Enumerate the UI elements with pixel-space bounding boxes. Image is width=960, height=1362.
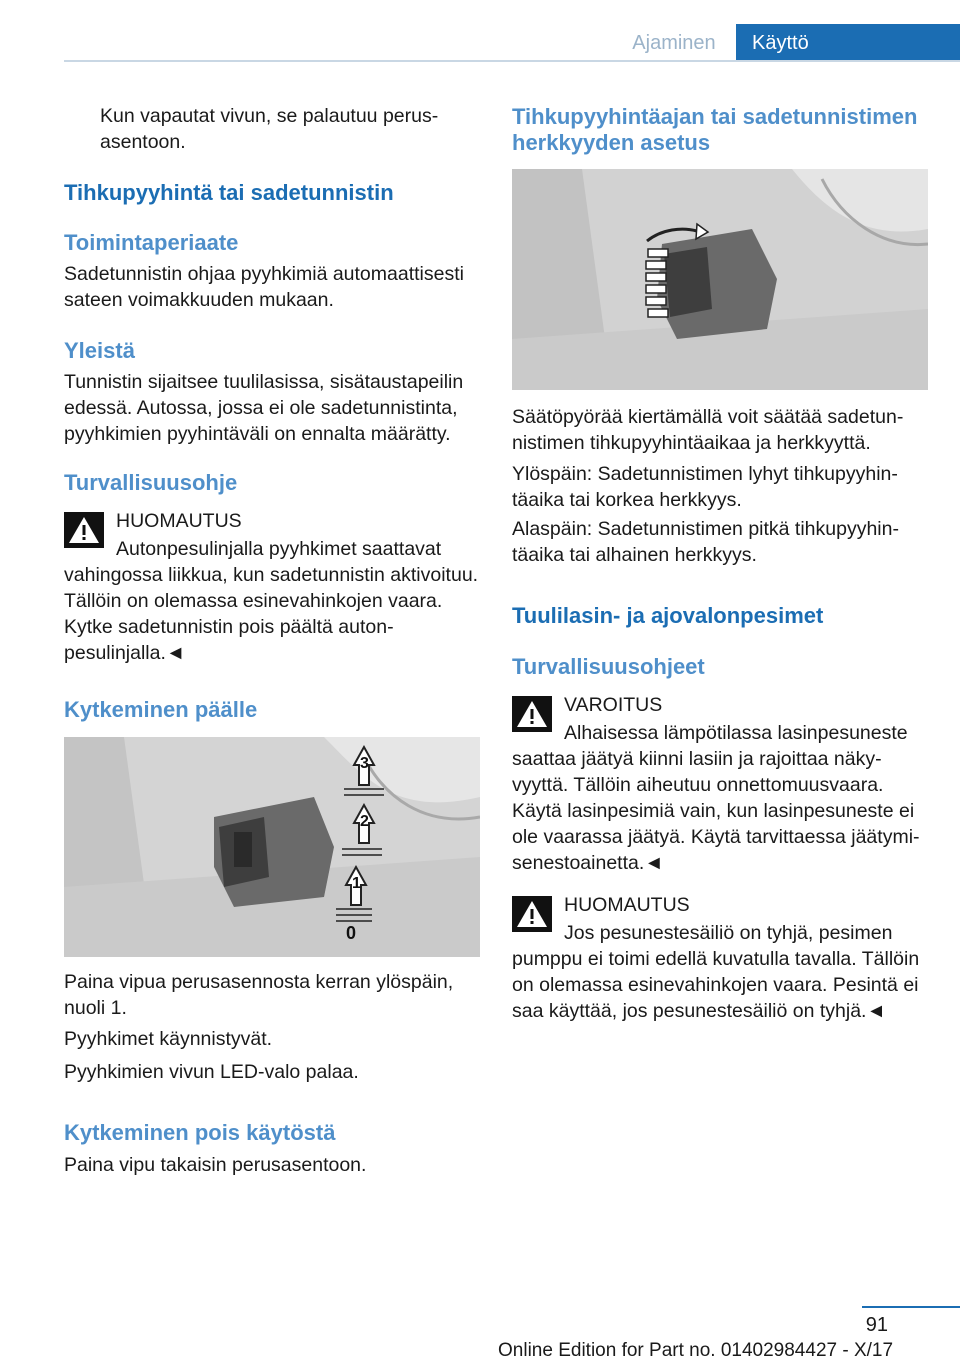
on-text-1: Paina vipua perusasennosta kerran ylöspäin, nuoli 1. [64, 971, 454, 1019]
safety-title-right: Turvallisuusohjeet [512, 654, 705, 679]
header-divider [64, 60, 960, 62]
page-number: 91 [865, 1314, 888, 1336]
on-title: Kytkeminen päälle [64, 697, 258, 722]
warning-text: Autonpesulinjalla pyyhkimet saattavat vahingossa liikkua, kun sadetunnistin aktivoituu. Tällöin on olemassa esinevahinkojen vaara. Kytke sadetunnistin pois päältä autonpesulinjalla.◄ [64, 538, 479, 664]
on-text-2: Pyyhkimet käynnistyvät. [64, 1028, 273, 1050]
principle-title: Toimintaperiaate [64, 230, 239, 255]
warning-text: Jos pesunestesäiliö on tyhjä, pesimen pumppu ei toimi edellä kuvatulla tavalla. Tällöin on olemassa esinevahinkojen vaara. Pesintä ei saa käyttää, jos pesunestesäiliö on tyhjä.◄ [512, 922, 920, 1022]
tab-ajaminen[interactable]: Ajaminen [632, 31, 716, 54]
sensitivity-title: Tihkupyyhintäajan tai sadetunnistimen herkkyyden asetus [512, 104, 918, 155]
sensitivity-text-3: Alaspäin: Sadetunnistimen pitkä tihkupyyhintäaika tai alhainen herkkyys. [512, 518, 899, 566]
general-title: Yleistä [64, 338, 135, 363]
figure-label-1: 1 [352, 875, 361, 892]
wiper-lever-figure [64, 737, 480, 957]
figure-label-2: 2 [360, 813, 369, 830]
warning-text: Alhaisessa lämpötilassa lasinpesuneste saattaa jäätyä kiinni lasiin ja rajoittaa näkyvyyttä. Tällöin aiheutuu onnettomuusvaara. Käytä lasinpesimiä vain, kun lasinpesuneste ei ole vaarassa jäätyä. Käytä tarvittaessa jäätymisenestoainetta.◄ [512, 722, 920, 874]
thumbwheel-figure [512, 169, 928, 390]
warning-label: VAROITUS [564, 694, 663, 716]
figure-label-0: 0 [346, 923, 357, 943]
figure-label-3: 3 [360, 755, 369, 772]
safety-title: Turvallisuusohje [64, 470, 238, 495]
principle-text: Sadetunnistin ohjaa pyyhkimiä automaattisesti sateen voimakkuuden mukaan. [64, 263, 464, 311]
footer-divider [862, 1306, 960, 1308]
edition-text: Online Edition for Part no. 01402984427 - X/17 [498, 1340, 894, 1361]
off-title: Kytkeminen pois käytöstä [64, 1120, 336, 1145]
on-text-3: Pyyhkimien vivun LED-valo palaa. [64, 1061, 359, 1083]
general-text: Tunnistin sijaitsee tuulilasissa, sisätaustapeilin edessä. Autossa, jossa ei ole sadetunnistinta, pyyhkimien pyyhintäväli on ennalta määrätty. [64, 371, 464, 445]
warning-label: HUOMAUTUS [116, 510, 242, 532]
sensitivity-text-1: Säätöpyörää kiertämällä voit säätää sadetunnistimen tihkupyyhintäaikaa ja herkkyyttä. [512, 406, 904, 454]
washer-title: Tuulilasin- ja ajovalonpesimet [512, 603, 824, 628]
warning-label: HUOMAUTUS [564, 894, 690, 916]
sensitivity-text-2: Ylöspäin: Sadetunnistimen lyhyt tihkupyyhintäaika tai korkea herkkyys. [512, 463, 898, 511]
intro-text: Kun vapautat vivun, se palautuu perusasentoon. [100, 105, 439, 153]
section-title-rain: Tihkupyyhintä tai sadetunnistin [64, 180, 394, 205]
off-text: Paina vipu takaisin perusasentoon. [64, 1154, 367, 1176]
tab-kaytto[interactable]: Käyttö [736, 24, 960, 62]
